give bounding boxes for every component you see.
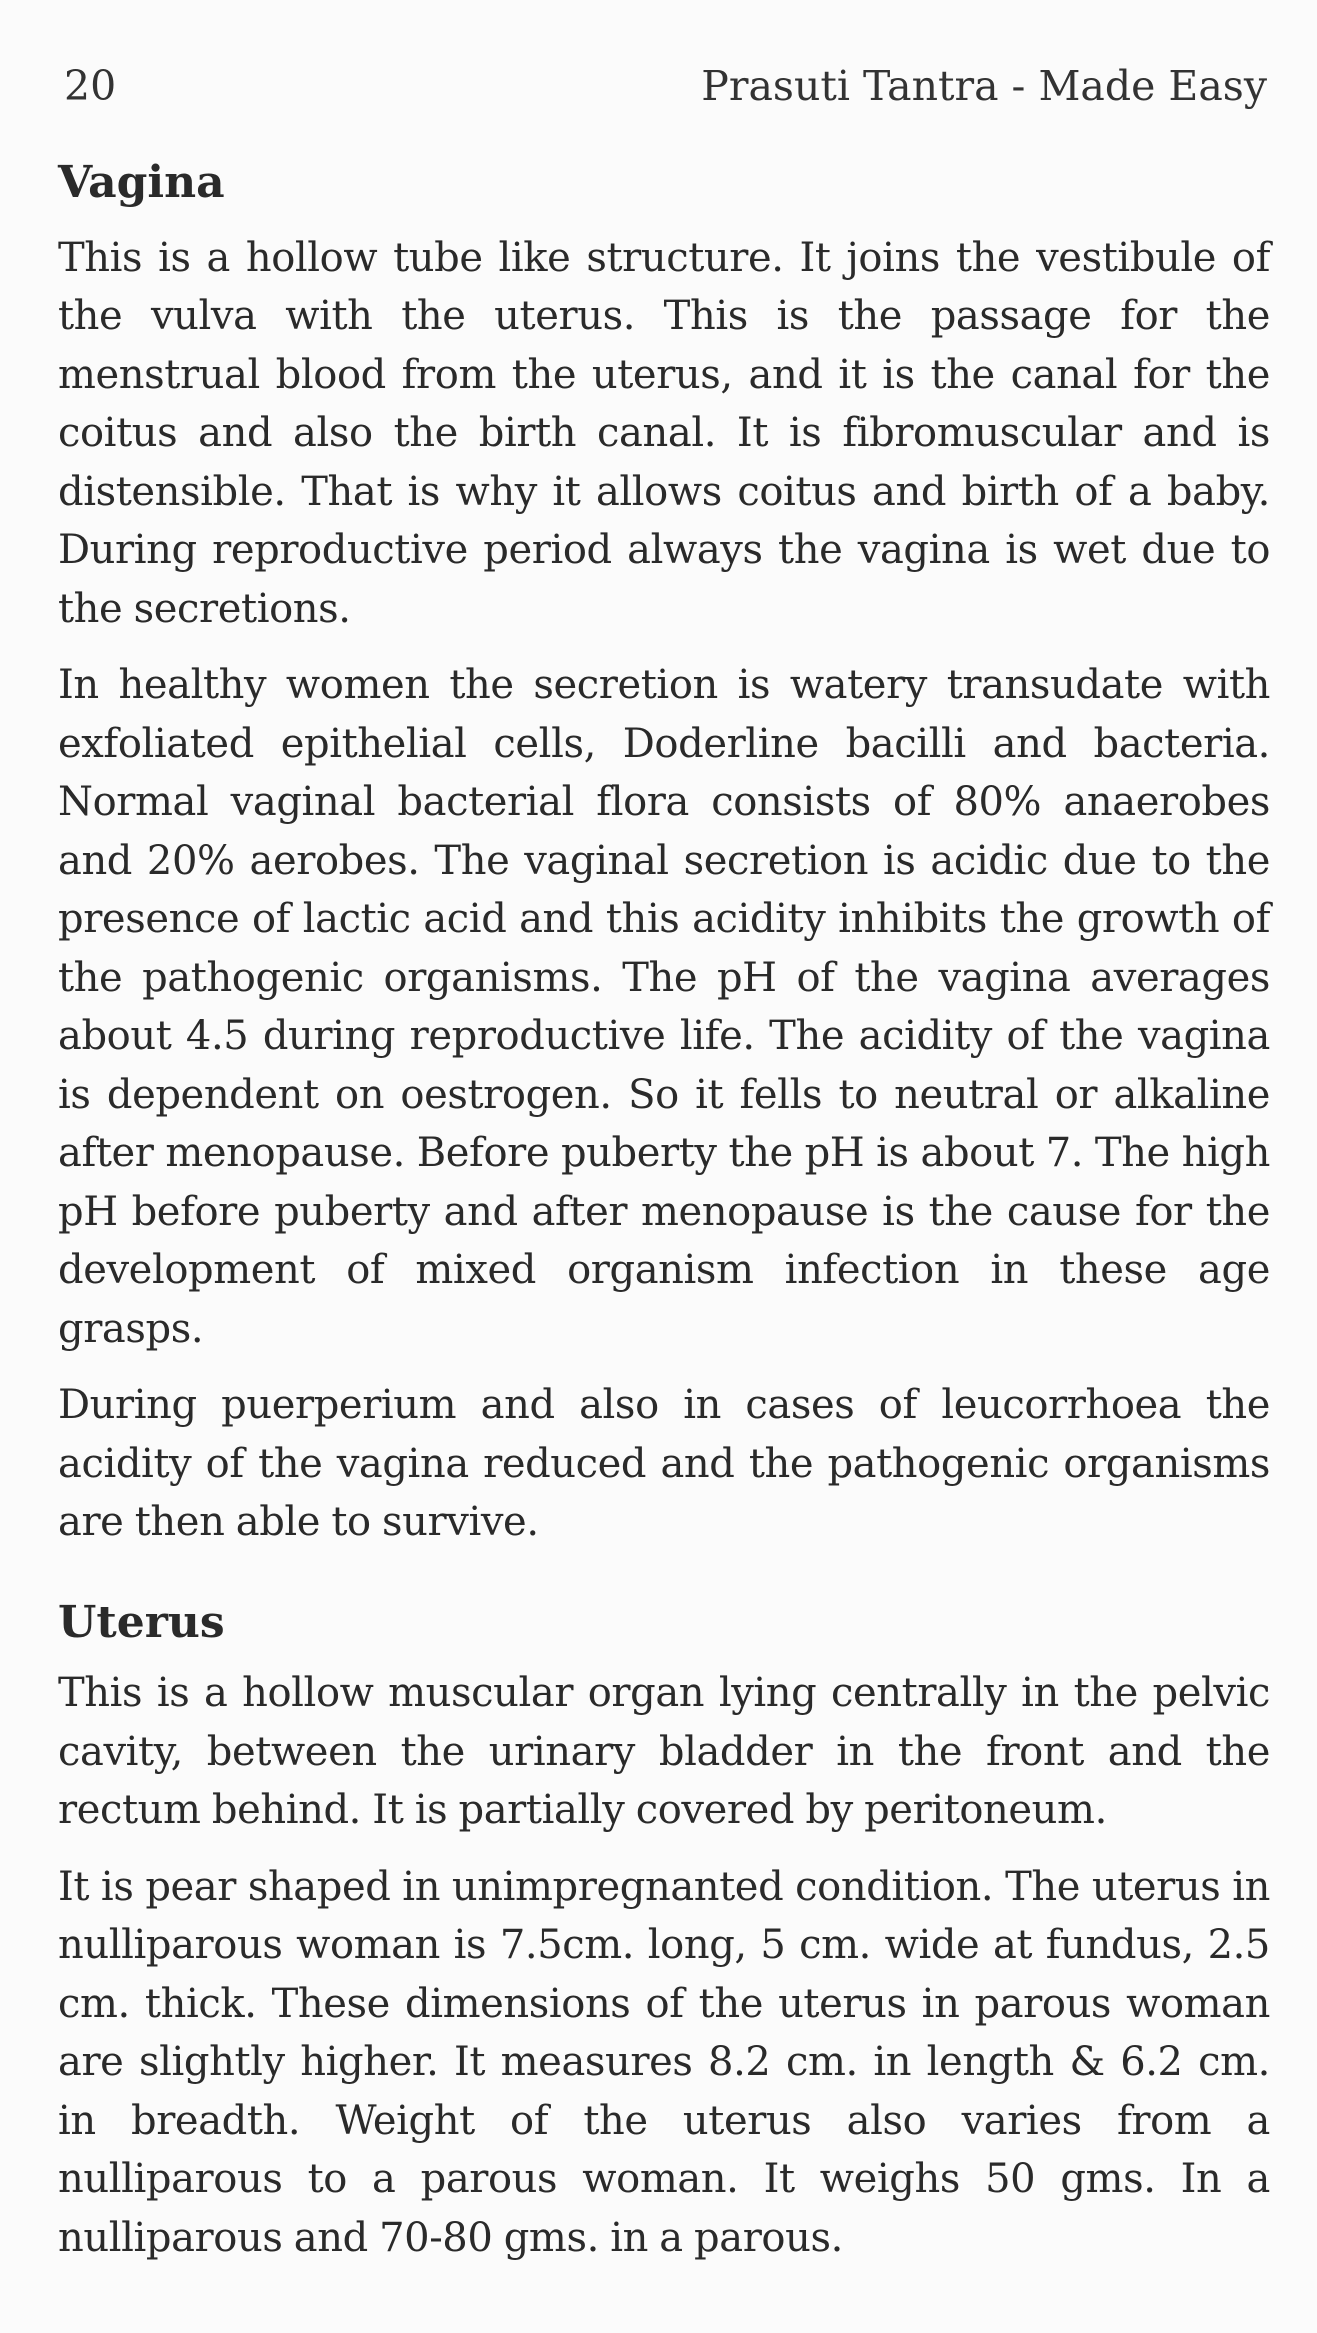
running-title: Prasuti Tantra - Made Easy [701, 62, 1267, 110]
section-heading: Uterus [58, 1596, 225, 1648]
page-number: 20 [64, 62, 117, 110]
section-heading: Vagina [58, 157, 225, 208]
paragraph: It is pear shaped in unimpregnanted condition. The uterus in nulliparous woman is 7.5cm. long, 5 cm. wide at fundus, 2.5 cm. thick. These dimensions of the uterus in parous woman are slightly higher. It measures 8.2 cm. in length & 6.2 cm. in breadth. Weight of the uterus also varies from a nulliparous to a parous woman. It weighs 50 gms. In a nulliparous and 70-80 gms. in a parous. [58, 1863, 1270, 2261]
section-uterus [58, 1598, 1270, 2268]
paragraph: During puerperium and also in cases of leucorrhoea the acidity of the vagina reduced and the pathogenic organisms are then able to survive. [58, 1382, 1270, 1546]
page-body [58, 158, 1270, 2267]
paragraph: In healthy women the secretion is watery transudate with exfoliated epithelial cells, Doderline bacilli and bacteria. Normal vaginal bacterial flora consists of 80% anaerobes and 20% aerobes. The vaginal secretion is acidic due to the presence of lactic acid and this acidity inhibits the growth of the pathogenic organisms. The pH of the vagina averages about 4.5 during reproductive life. The acidity of the vagina is dependent on oestrogen. So it fells to neutral or alkaline after menopause. Before puberty the pH is about 7. The high pH before puberty and after menopause is the cause for the development of mixed organism infection in these age grasps. [58, 662, 1270, 1352]
page-header [64, 62, 1267, 110]
section-vagina [58, 158, 1270, 1552]
paragraph: This is a hollow tube like structure. It joins the vestibule of the vulva with the uterus. This is the passage for the menstrual blood from the uterus, and it is the canal for the coitus and also the birth canal. It is fibromuscular and is distensible. That is why it allows coitus and birth of a baby. During reproductive period always the vagina is wet due to the secretions. [58, 234, 1270, 632]
paragraph: This is a hollow muscular organ lying centrally in the pelvic cavity, between the urinary bladder in the front and the rectum behind. It is partially covered by peritoneum. [58, 1670, 1270, 1834]
